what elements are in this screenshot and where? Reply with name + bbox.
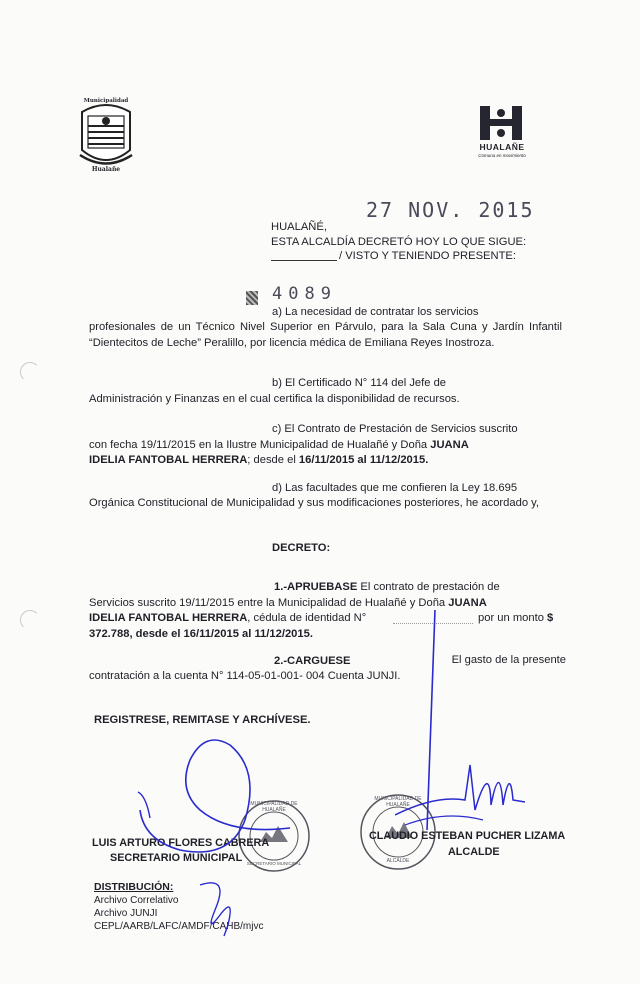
- resolution-1-amount: [478, 611, 553, 627]
- resolution-2-first: El gasto de la presente: [451, 654, 566, 666]
- hualane-h-logo-icon: [472, 104, 532, 142]
- distribution-item: Archivo Correlativo: [94, 895, 179, 906]
- number-stamp-mark: [246, 291, 258, 305]
- decree-number-blank: [271, 260, 337, 261]
- resolution-2-head: 2.-CARGUESE: [274, 655, 351, 667]
- distribution-item: CEPL/AARB/LAFC/AMDF/CAHB/mjvc: [94, 921, 264, 932]
- clause-b-body: Administración y Finanzas en el cual certifica la disponibilidad de recursos.: [89, 393, 460, 405]
- clause-c-text-mid: ; desde el: [247, 454, 299, 466]
- resolution-1-text2: Servicios suscrito 19/11/2015 entre la Municipalidad de Hualañé y Doña: [89, 597, 449, 609]
- mayor-title: ALCALDE: [448, 846, 500, 858]
- municipal-coat-of-arms-icon: [78, 100, 134, 176]
- clause-c-line3: [89, 453, 428, 469]
- resolution-1-text: El contrato de prestación de: [357, 581, 500, 593]
- decree-number: 4089: [272, 284, 337, 304]
- resolution-1-line2: [89, 596, 487, 612]
- clause-c-first: c) El Contrato de Prestación de Servicios suscrito: [272, 423, 518, 435]
- secretary-title: SECRETARIO MUNICIPAL: [110, 852, 243, 864]
- hualane-logo: [472, 104, 532, 164]
- clause-c-name: JUANA: [430, 439, 469, 451]
- decree-intro-line: ESTA ALCALDÍA DECRETÓ HOY LO QUE SIGUE:: [271, 236, 527, 248]
- resolution-1-line3: [89, 611, 366, 627]
- secretary-stamp-label: SECRETARIO MUNICIPAL: [246, 861, 302, 866]
- secretary-name: LUIS ARTURO FLORES CABRERA: [92, 837, 270, 849]
- clause-a-body: profesionales de un Técnico Nivel Superior en Párvulo, para la Sala Cuna y Jardín Infantil “Dientecitos de Leche” Peralillo, por licencia médica de Emiliana Reyes Inostroza.: [89, 321, 562, 349]
- resolution-1-id-label: , cédula de identidad N°: [247, 612, 367, 624]
- resolution-1-name-cont: IDELIA FANTOBAL HERRERA: [89, 612, 248, 624]
- seal-top-text: Municipalidad: [83, 98, 129, 104]
- mayor-stamp-label: ALCALDE: [386, 858, 410, 864]
- date-stamp: 27 NOV. 2015: [366, 198, 535, 222]
- clause-d-first: d) Las facultades que me confieren la Ley 18.695: [272, 482, 518, 494]
- clause-d-body: Orgánica Constitucional de Municipalidad y sus modificaciones posteriores, he acordado y,: [89, 497, 540, 509]
- municipal-seal: [78, 100, 134, 176]
- resolution-1-first: [274, 580, 500, 596]
- resolution-2-line2: contratación a la cuenta N° 114-05-01-001- 004 Cuenta JUNJI.: [89, 670, 401, 682]
- resolution-1-currency: $: [547, 612, 554, 624]
- resolution-1-line4: 372.788, desde el 16/11/2015 al 11/12/2015.: [89, 628, 313, 640]
- mayor-name: CLAUDIO ESTEBAN PUCHER LIZAMA: [369, 830, 566, 842]
- place-line: HUALAÑÉ,: [271, 221, 327, 233]
- distribution-item: Archivo JUNJI: [94, 908, 158, 919]
- redacted-id-field: [393, 623, 473, 624]
- clause-c-line2: [89, 438, 469, 454]
- punch-hole: [20, 362, 40, 382]
- clause-a-first: a) La necesidad de contratar los servicios: [272, 306, 479, 318]
- clause-b-first: b) El Certificado N° 114 del Jefe de: [272, 377, 447, 389]
- resolution-1-amount-label: por un monto: [478, 612, 548, 624]
- punch-hole: [20, 610, 40, 630]
- clause-c-dates: 16/11/2015 al 11/12/2015.: [298, 454, 429, 466]
- clause-c-text: con fecha 19/11/2015 en la Ilustre Municipalidad de Hualañé y Doña: [89, 439, 431, 451]
- resolution-1-name: JUANA: [448, 597, 487, 609]
- distribution-heading: DISTRIBUCIÓN:: [94, 881, 174, 893]
- logo-name: HUALAÑE: [479, 142, 525, 152]
- decreto-heading: DECRETO:: [272, 542, 331, 554]
- visto-line: / VISTO Y TENIENDO PRESENTE:: [339, 250, 516, 262]
- logo-tagline: Comuna en movimiento: [478, 153, 526, 158]
- mayor-stamp-ring: MUNICIPALIDAD DE HUALAÑE: [374, 796, 422, 808]
- secretary-stamp-ring: MUNICIPALIDAD DE HUALAÑE: [250, 801, 298, 813]
- seal-bottom-text: Hualañe: [91, 166, 121, 173]
- closing-line: REGISTRESE, REMITASE Y ARCHÍVESE.: [94, 714, 311, 726]
- clause-c-name-cont: IDELIA FANTOBAL HERRERA: [89, 454, 248, 466]
- resolution-1-head: 1.-APRUEBASE: [274, 581, 358, 593]
